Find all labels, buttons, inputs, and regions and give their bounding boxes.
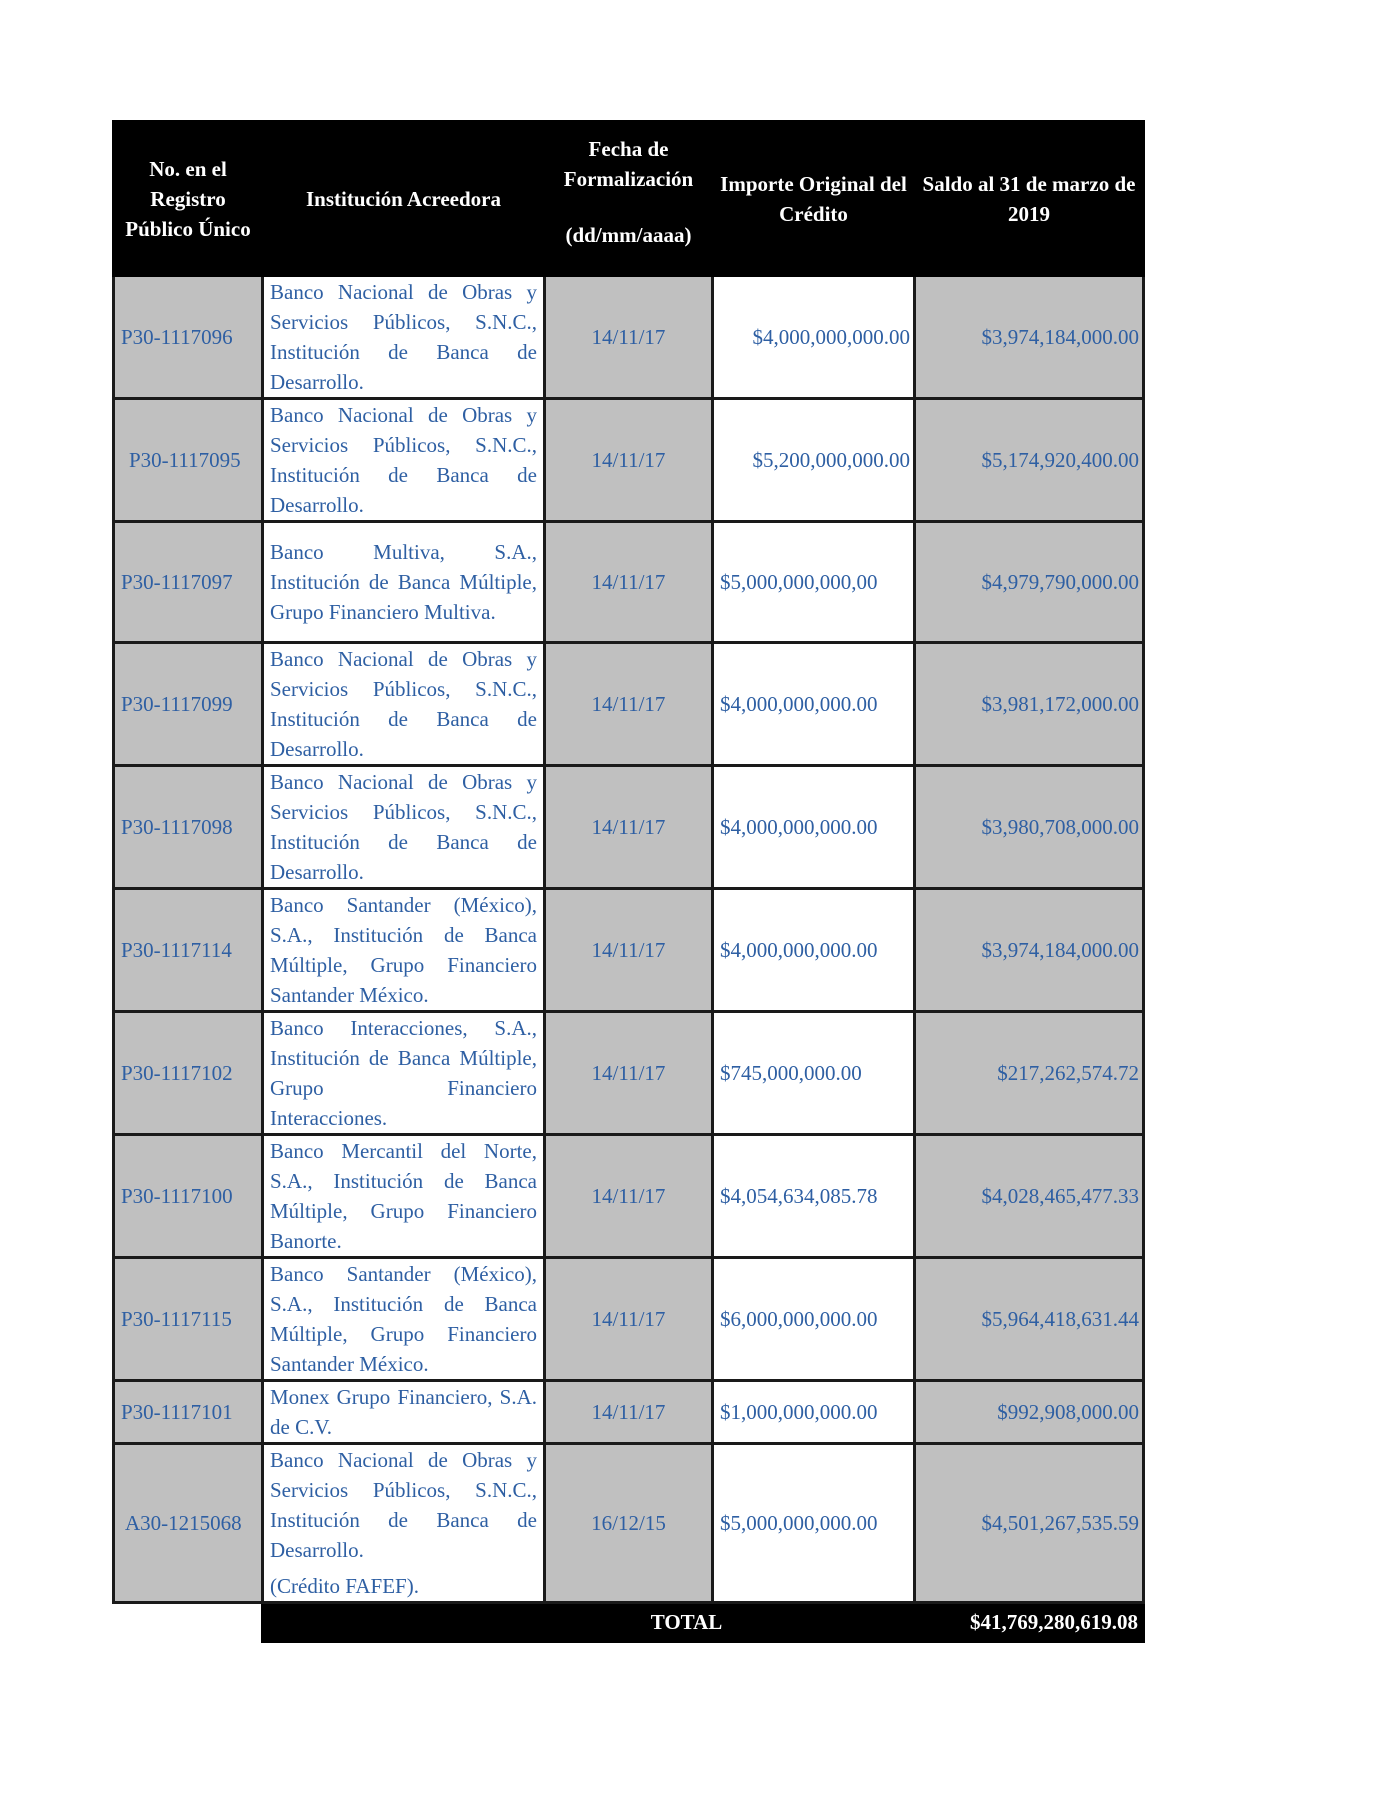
header-fecha-title: Fecha de Formalización	[563, 136, 694, 191]
saldo-cell: $3,981,172,000.00	[915, 643, 1144, 766]
saldo-cell: $3,980,708,000.00	[915, 766, 1144, 889]
registro-cell: P30-1117097	[114, 522, 263, 643]
table-row	[114, 1444, 1144, 1603]
institucion-cell: Banco Nacional de Obras y Servicios Públicos, S.N.C., Institución de Banca de Desarrollo.	[263, 643, 545, 766]
institucion-cell: Banco Nacional de Obras y Servicios Públicos, S.N.C., Institución de Banca de Desarrollo.	[263, 766, 545, 889]
registro-cell: P30-1117096	[114, 276, 263, 399]
importe-cell: $4,000,000,000.00	[713, 643, 915, 766]
header-saldo: Saldo al 31 de marzo de 2019	[915, 122, 1144, 276]
institucion-cell: Banco Nacional de Obras y Servicios Públicos, S.N.C., Institución de Banca de Desarrollo.	[263, 399, 545, 522]
registro-cell: P30-1117114	[114, 889, 263, 1012]
institucion-cell	[263, 1444, 545, 1603]
table-row	[114, 1012, 1144, 1135]
institucion-cell: Banco Mercantil del Norte, S.A., Institución de Banca Múltiple, Grupo Financiero Banorte.	[263, 1135, 545, 1258]
registro-cell: P30-1117099	[114, 643, 263, 766]
saldo-cell: $4,028,465,477.33	[915, 1135, 1144, 1258]
registro-cell: P30-1117098	[114, 766, 263, 889]
fecha-cell: 14/11/17	[545, 1381, 713, 1444]
fecha-cell: 16/12/15	[545, 1444, 713, 1603]
institucion-cell: Banco Nacional de Obras y Servicios Públicos, S.N.C., Institución de Banca de Desarrollo.	[263, 276, 545, 399]
table-row	[114, 643, 1144, 766]
fecha-cell: 14/11/17	[545, 276, 713, 399]
table-row	[114, 1258, 1144, 1381]
total-blank-cell	[114, 1603, 263, 1642]
saldo-cell: $3,974,184,000.00	[915, 276, 1144, 399]
table-row	[114, 766, 1144, 889]
fecha-cell: 14/11/17	[545, 643, 713, 766]
total-label: TOTAL	[263, 1603, 915, 1642]
table-row	[114, 1135, 1144, 1258]
fecha-cell: 14/11/17	[545, 766, 713, 889]
importe-cell: $6,000,000,000.00	[713, 1258, 915, 1381]
importe-cell: $5,000,000,000,00	[713, 522, 915, 643]
importe-cell: $5,000,000,000.00	[713, 1444, 915, 1603]
header-fecha-format: (dd/mm/aaaa)	[565, 222, 692, 247]
saldo-cell: $4,501,267,535.59	[915, 1444, 1144, 1603]
fecha-cell: 14/11/17	[545, 1012, 713, 1135]
registro-cell: P30-1117095	[114, 399, 263, 522]
registro-cell: P30-1117102	[114, 1012, 263, 1135]
importe-cell: $4,054,634,085.78	[713, 1135, 915, 1258]
institucion-cell: Banco Interacciones, S.A., Institución de Banca Múltiple, Grupo Financiero Interacciones.	[263, 1012, 545, 1135]
table-row	[114, 522, 1144, 643]
saldo-cell: $217,262,574.72	[915, 1012, 1144, 1135]
total-row	[114, 1603, 1144, 1642]
institucion-cell: Banco Santander (México), S.A., Institución de Banca Múltiple, Grupo Financiero Santander México.	[263, 1258, 545, 1381]
institucion-cell: Banco Santander (México), S.A., Institución de Banca Múltiple, Grupo Financiero Santander México.	[263, 889, 545, 1012]
importe-cell: $4,000,000,000.00	[713, 766, 915, 889]
table-row	[114, 399, 1144, 522]
table-row	[114, 276, 1144, 399]
total-value: $41,769,280,619.08	[915, 1603, 1144, 1642]
fecha-cell: 14/11/17	[545, 1135, 713, 1258]
table-row	[114, 1381, 1144, 1444]
table-row	[114, 889, 1144, 1012]
institucion-cell: Banco Multiva, S.A., Institución de Banca Múltiple, Grupo Financiero Multiva.	[263, 522, 545, 643]
registro-cell: A30-1215068	[114, 1444, 263, 1603]
header-fecha	[545, 122, 713, 276]
header-importe: Importe Original del Crédito	[713, 122, 915, 276]
header-institucion: Institución Acreedora	[263, 122, 545, 276]
registro-cell: P30-1117101	[114, 1381, 263, 1444]
fecha-cell: 14/11/17	[545, 889, 713, 1012]
importe-cell: $4,000,000,000.00	[713, 889, 915, 1012]
institucion-cell: Monex Grupo Financiero, S.A. de C.V.	[263, 1381, 545, 1444]
importe-cell: $745,000,000.00	[713, 1012, 915, 1135]
fecha-cell: 14/11/17	[545, 1258, 713, 1381]
saldo-cell: $5,964,418,631.44	[915, 1258, 1144, 1381]
importe-cell: $1,000,000,000.00	[713, 1381, 915, 1444]
fecha-cell: 14/11/17	[545, 522, 713, 643]
saldo-cell: $3,974,184,000.00	[915, 889, 1144, 1012]
credit-table	[112, 120, 1145, 1643]
registro-cell: P30-1117100	[114, 1135, 263, 1258]
importe-cell: $4,000,000,000.00	[713, 276, 915, 399]
registro-cell: P30-1117115	[114, 1258, 263, 1381]
table-header-row	[114, 122, 1144, 276]
saldo-cell: $5,174,920,400.00	[915, 399, 1144, 522]
saldo-cell: $4,979,790,000.00	[915, 522, 1144, 643]
credit-table-document	[112, 120, 1142, 1643]
importe-cell: $5,200,000,000.00	[713, 399, 915, 522]
institucion-text: Banco Nacional de Obras y Servicios Públicos, S.N.C., Institución de Banca de Desarrollo.	[270, 1448, 537, 1562]
fecha-cell: 14/11/17	[545, 399, 713, 522]
header-registro: No. en el Registro Público Único	[114, 122, 263, 276]
saldo-cell: $992,908,000.00	[915, 1381, 1144, 1444]
institucion-note: (Crédito FAFEF).	[270, 1574, 419, 1598]
